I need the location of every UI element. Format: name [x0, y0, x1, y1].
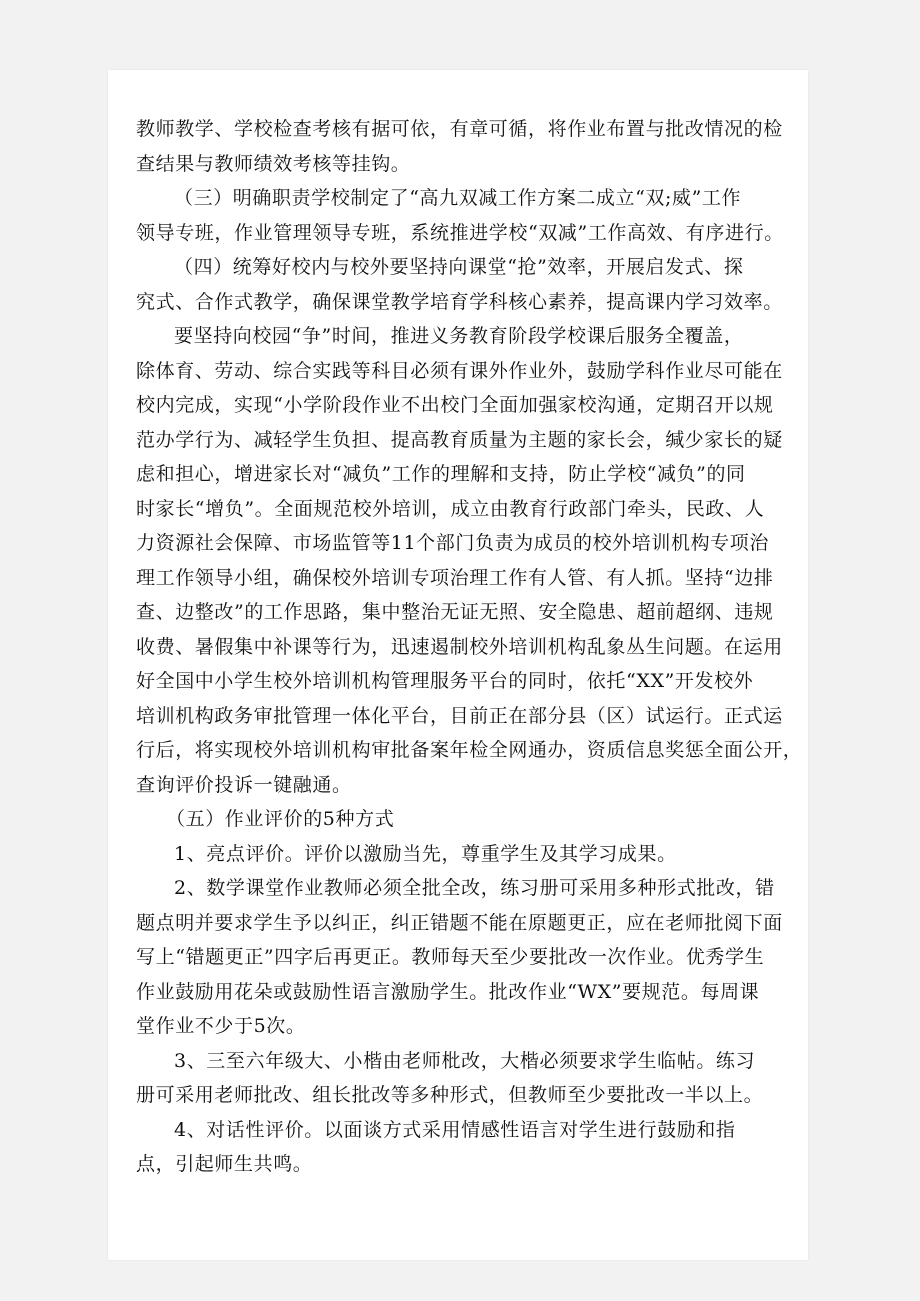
list-item-2: 2、数学课堂作业教师必须全批全改，练习册可采用多种形式批改，错	[174, 877, 775, 899]
section-heading-5: （五）作业评价的5种方式	[166, 808, 395, 830]
section-heading-3: （三）明确职责学校制定了“高九双减工作方案二成立“双;威”工作	[174, 187, 742, 209]
document-body	[136, 112, 803, 1182]
text-line: 册可采用老师批改、组长批改等多种形式，但教师至少要批改一半以上。	[136, 1084, 764, 1106]
text-line: 堂作业不少于5次。	[136, 1015, 306, 1037]
text-line: 究式、合作式教学，确保课堂教学培育学科核心素养，提高课内学习效率。	[136, 290, 783, 313]
list-item-4: 4、对话性评价。以面谈方式采用情感性语言对学生进行鼓励和指	[174, 1118, 736, 1141]
paragraph-start: 要坚持向校园“争”时间，推进义务教育阶段学校课后服务全覆盖，	[174, 325, 744, 347]
text-line: 理工作领导小组，确保校外培训专项治理工作有人管、有人抓。坚持“边排	[136, 566, 774, 589]
text-line: 培训机构政务审批管理一体化平台，目前正在部分县（区）试运行。正式运	[136, 704, 783, 727]
text-line: 收费、暑假集中补课等行为，迅速遏制校外培训机构乱象丛生问题。在运用	[136, 635, 783, 658]
text-line: 范办学行为、减轻学生负担、提高教育质量为主题的家长会，缄少家长的疑	[136, 428, 783, 451]
text-line: 题点明并要求学生予以纠正，纠正错题不能在原题更正，应在老师批阅下面	[136, 911, 783, 934]
section-heading-4: （四）统筹好校内与校外要坚持向课堂“抢”效率，开展启发式、探	[174, 256, 744, 278]
text-line: 除体育、劳动、综合实践等科目必须有课外作业外，鼓励学科作业尽可能在	[136, 359, 783, 382]
text-line: 查、边整改”的工作思路，集中整治无证无照、安全隐患、超前超纲、违规	[136, 601, 774, 623]
text-line: 写上“错题更正”四字后再更正。教师每天至少要批改一次作业。优秀学生	[136, 946, 765, 968]
text-line: 作业鼓励用花朵或鼓励性语言激励学生。批改作业“WX”要规范。每周课	[136, 980, 760, 1003]
text-line: 力资源社会保障、市场监管等11个部门负责为成员的校外培训机构专项治	[136, 532, 769, 554]
document-page	[108, 70, 808, 1260]
text-line: 校内完成，实现“小学阶段作业不出校门全面加强家校沟通，定期召开以规	[136, 394, 774, 416]
text-line: 行后，将实现校外培训机构审批备案年检全网通办，资质信息奖惩全面公开，	[136, 739, 803, 761]
text-line: 虑和担心，增进家长对“减负”工作的理解和支持，防止学校“减负”的同	[136, 463, 746, 485]
list-item-3: 3、三至六年级大、小楷由老师枇改，大楷必须要求学生临帖。练习	[174, 1049, 756, 1072]
text-line: 点，引起师生共鸣。	[136, 1153, 313, 1175]
text-line: 时家长“增负”。全面规范校外培训，成立由教育行政部门牵头，民政、人	[136, 497, 765, 520]
text-line: 查结果与教师绩效考核等挂钩。	[136, 152, 411, 175]
list-item-1: 1、亮点评价。评价以激励当先，尊重学生及其学习成果。	[174, 842, 677, 865]
text-line: 好全国中小学生校外培训机构管理服务平台的同时，依托“XX”开发校外	[136, 670, 754, 692]
text-line: 查询评价投诉一键融通。	[136, 773, 352, 796]
text-line: 领导专班，作业管理领导专班，系统推进学校“双减”工作高效、有序进行。	[136, 221, 784, 244]
text-line: 教师教学、学校检查考核有据可依，有章可循，将作业布置与批改情况的检	[136, 118, 783, 140]
